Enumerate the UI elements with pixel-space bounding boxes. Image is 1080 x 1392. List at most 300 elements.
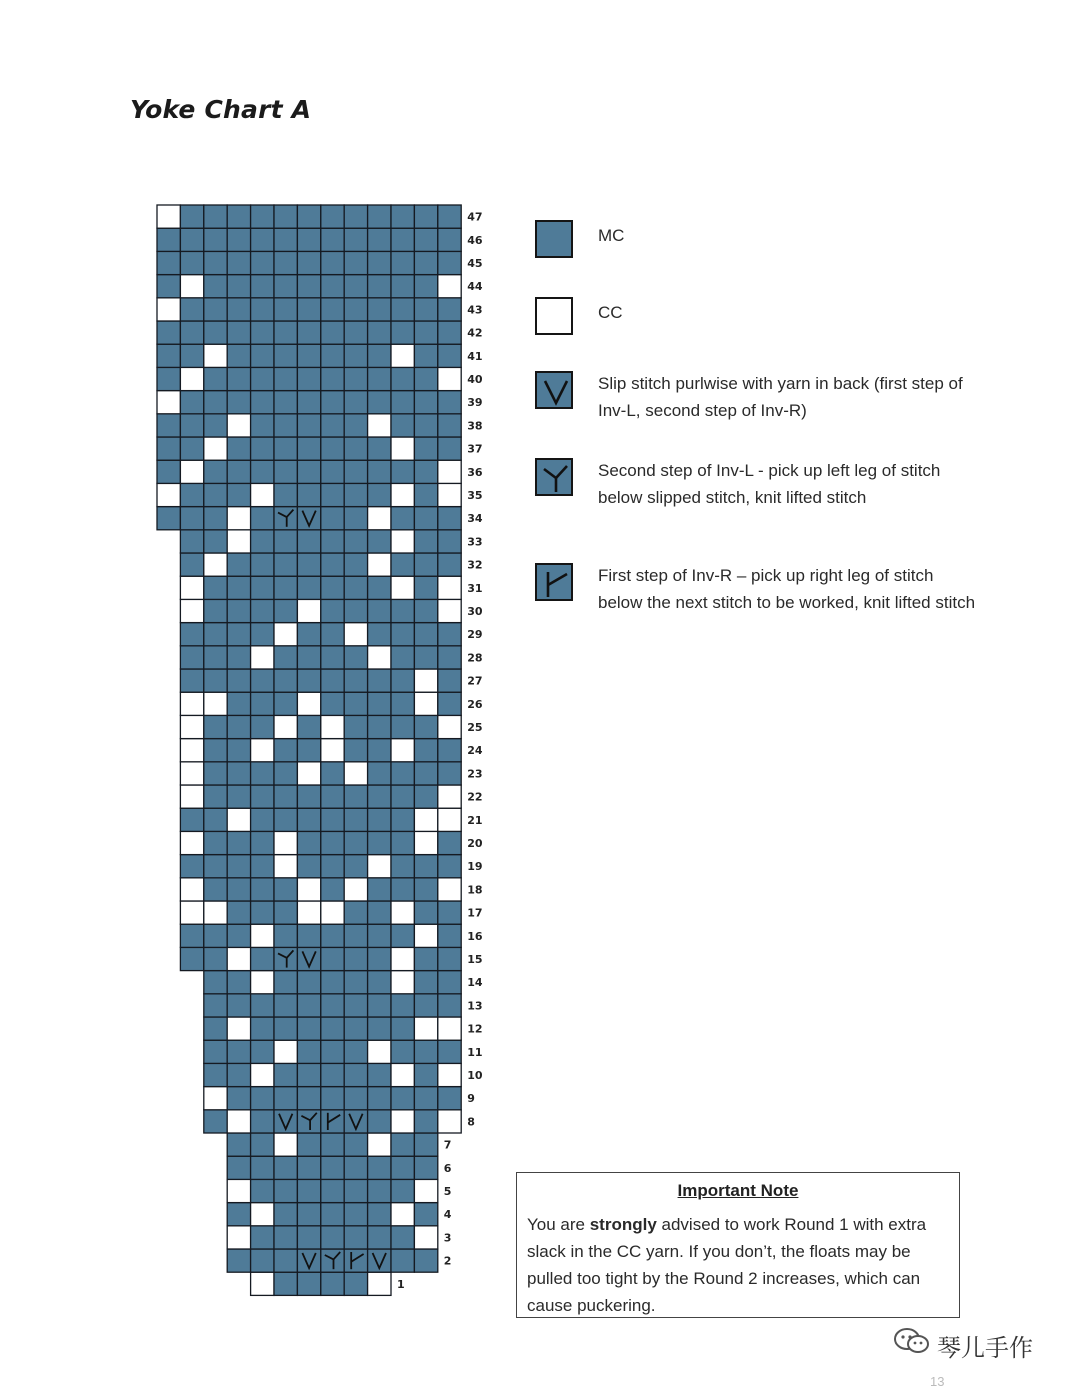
mc-cell [297,808,320,831]
important-note-box [516,1172,960,1318]
mc-cell [274,298,297,321]
inv-r-icon [535,563,573,601]
cc-cell [368,553,391,576]
mc-cell [414,251,437,274]
mc-cell [251,715,274,738]
cc-cell [438,785,461,808]
round-number-label: 43 [467,303,483,317]
mc-cell [204,739,227,762]
mc-cell [368,321,391,344]
mc-cell [368,530,391,553]
cc-cell [251,1063,274,1086]
mc-cell [274,971,297,994]
round-number-label: 36 [467,465,483,479]
mc-cell [344,414,367,437]
cc-cell [438,576,461,599]
mc-cell [438,391,461,414]
cc-cell [251,1203,274,1226]
mc-cell [297,715,320,738]
cc-cell [227,947,250,970]
mc-cell [251,1156,274,1179]
mc-cell [414,1040,437,1063]
cc-cell [368,414,391,437]
mc-cell [297,321,320,344]
mc-cell [344,530,367,553]
mc-cell [368,367,391,390]
mc-cell [321,1272,344,1295]
mc-cell [438,414,461,437]
mc-cell [204,831,227,854]
mc-cell [368,739,391,762]
cc-cell [391,971,414,994]
round-number-label: 5 [443,1185,452,1198]
mc-cell [157,367,180,390]
cc-cell [180,460,203,483]
mc-cell [251,1087,274,1110]
mc-cell [204,483,227,506]
mc-cell [321,762,344,785]
cc-cell [180,831,203,854]
mc-cell [274,762,297,785]
round-number-label: 11 [467,1045,483,1059]
mc-cell [227,1040,250,1063]
mc-cell [274,785,297,808]
cc-cell [391,530,414,553]
mc-cell [180,228,203,251]
mc-cell [438,1040,461,1063]
mc-cell [391,692,414,715]
mc-cell [391,414,414,437]
mc-cell [344,1040,367,1063]
cc-cell [391,1110,414,1133]
mc-cell [297,1040,320,1063]
mc-cell [227,321,250,344]
mc-cell [180,808,203,831]
mc-cell [297,646,320,669]
mc-cell [204,646,227,669]
mc-cell [251,1110,274,1133]
mc-cell [321,1179,344,1202]
cc-cell [251,646,274,669]
mc-cell [344,808,367,831]
mc-cell [297,1272,320,1295]
mc-cell [321,553,344,576]
mc-cell [344,1226,367,1249]
mc-cell [180,437,203,460]
mc-cell [321,1156,344,1179]
cc-cell [391,1203,414,1226]
mc-cell [368,901,391,924]
mc-cell [368,1063,391,1086]
mc-cell [321,808,344,831]
mc-cell [297,855,320,878]
mc-cell [251,553,274,576]
mc-cell [251,785,274,808]
mc-cell [251,344,274,367]
cc-cell [414,1017,437,1040]
mc-cell [368,298,391,321]
mc-cell [297,739,320,762]
round-number-label: 12 [467,1022,483,1036]
mc-cell [251,599,274,622]
cc-cell [368,1133,391,1156]
mc-cell [180,483,203,506]
mc-cell [368,1110,391,1133]
cc-cell [180,275,203,298]
mc-cell [438,971,461,994]
mc-cell [344,994,367,1017]
cc-cell [438,1110,461,1133]
mc-cell [438,994,461,1017]
round-number-label: 28 [467,651,483,665]
mc-cell [414,1133,437,1156]
mc-cell [204,530,227,553]
mc-cell [274,321,297,344]
legend-label-slip: Slip stitch purlwise with yarn in back (first step of Inv-L, second step of Inv-R) [598,374,963,420]
mc-cell [438,321,461,344]
cc-cell [321,715,344,738]
mc-cell [204,878,227,901]
cc-cell [391,947,414,970]
mc-cell [274,460,297,483]
mc-cell [251,692,274,715]
mc-cell [321,623,344,646]
mc-cell [414,437,437,460]
mc-cell [204,576,227,599]
mc-cell [438,205,461,228]
mc-cell [274,483,297,506]
mc-cell [204,391,227,414]
note-body-start: You are [527,1215,590,1234]
mc-cell [391,1017,414,1040]
cc-cell [438,878,461,901]
mc-cell [297,1017,320,1040]
mc-cell [297,1087,320,1110]
page-title: Yoke Chart A [130,95,312,124]
mc-cell [368,1087,391,1110]
mc-cell [274,530,297,553]
cc-cell [297,599,320,622]
mc-cell [414,1087,437,1110]
mc-cell [274,228,297,251]
mc-cell [414,275,437,298]
mc-cell [274,205,297,228]
mc-cell [438,344,461,367]
mc-cell [344,321,367,344]
mc-cell [251,831,274,854]
mc-cell [391,831,414,854]
mc-cell [391,298,414,321]
mc-cell [368,599,391,622]
round-number-label: 4 [443,1208,452,1222]
mc-cell [414,1063,437,1086]
mc-cell [274,275,297,298]
mc-cell [297,576,320,599]
cc-cell [204,901,227,924]
mc-cell [251,994,274,1017]
mc-cell [251,275,274,298]
mc-cell [368,924,391,947]
mc-cell [414,1110,437,1133]
mc-cell [227,901,250,924]
cc-cell [180,901,203,924]
mc-cell [391,251,414,274]
mc-cell [204,205,227,228]
mc-cell [321,1087,344,1110]
round-number-label: 21 [467,813,483,827]
mc-cell [227,785,250,808]
mc-cell [204,275,227,298]
mc-cell [251,507,274,530]
mc-cell [391,205,414,228]
cc-cell [368,855,391,878]
mc-cell [391,1226,414,1249]
mc-cell [204,1063,227,1086]
page-number: 13 [930,1374,945,1389]
mc-cell [274,1272,297,1295]
mc-cell [204,367,227,390]
mc-cell [391,1179,414,1202]
mc-cell [344,1063,367,1086]
mc-cell [297,1179,320,1202]
mc-cell [227,599,250,622]
cc-cell [180,692,203,715]
cc-swatch [535,297,573,335]
cc-cell [157,205,180,228]
mc-cell [157,414,180,437]
mc-cell [321,507,344,530]
mc-cell [321,414,344,437]
cc-cell [414,831,437,854]
mc-cell [180,947,203,970]
mc-cell [274,1156,297,1179]
cc-cell [438,275,461,298]
mc-cell [204,947,227,970]
round-number-label: 30 [467,605,483,618]
cc-cell [251,483,274,506]
mc-cell [251,251,274,274]
cc-cell [274,623,297,646]
mc-cell [344,553,367,576]
mc-cell [297,831,320,854]
mc-cell [274,1203,297,1226]
mc-cell [251,414,274,437]
mc-cell [344,483,367,506]
mc-cell [251,855,274,878]
mc-cell [438,692,461,715]
note-body-end: advised to work Round 1 with extra slack in the CC yarn. If you don’t, the floats may be pulled too tight by the Round 2 increases, which can cause puckering. [527,1215,927,1315]
mc-cell [321,367,344,390]
mc-cell [391,855,414,878]
mc-cell [368,391,391,414]
mc-cell [297,460,320,483]
mc-cell [321,1203,344,1226]
mc-cell [391,715,414,738]
mc-cell [368,762,391,785]
mc-cell [274,414,297,437]
mc-cell [321,855,344,878]
round-number-label: 29 [467,628,483,642]
mc-cell [344,205,367,228]
mc-cell [368,692,391,715]
mc-cell [368,251,391,274]
mc-cell [180,507,203,530]
mc-cell [391,367,414,390]
mc-cell [321,692,344,715]
mc-cell [344,437,367,460]
mc-cell [414,367,437,390]
mc-cell [157,228,180,251]
mc-cell [180,321,203,344]
mc-cell [438,228,461,251]
mc-cell [321,344,344,367]
mc-cell [274,367,297,390]
mc-cell [204,623,227,646]
mc-cell [391,1249,414,1272]
mc-cell [344,646,367,669]
cc-cell [227,507,250,530]
mc-cell [344,1272,367,1295]
mc-cell [414,553,437,576]
mc-cell [368,1179,391,1202]
mc-cell [227,715,250,738]
cc-cell [438,715,461,738]
cc-cell [180,599,203,622]
mc-cell [204,599,227,622]
mc-cell [227,1087,250,1110]
mc-cell [344,924,367,947]
mc-cell [438,437,461,460]
round-number-label: 45 [467,257,483,270]
mc-cell [227,971,250,994]
mc-cell [321,785,344,808]
mc-cell [414,483,437,506]
cc-cell [438,1063,461,1086]
mc-cell [227,437,250,460]
mc-cell [227,878,250,901]
round-number-label: 47 [467,210,483,224]
cc-cell [251,924,274,947]
mc-cell [344,715,367,738]
mc-cell [227,1249,250,1272]
inv-l-icon [535,458,573,496]
cc-cell [157,483,180,506]
mc-cell [227,924,250,947]
mc-cell [297,1156,320,1179]
mc-cell [414,321,437,344]
cc-cell [251,739,274,762]
cc-cell [227,808,250,831]
mc-cell [274,437,297,460]
mc-cell [391,623,414,646]
round-number-label: 3 [443,1231,452,1245]
mc-cell [274,669,297,692]
mc-cell [414,901,437,924]
mc-cell [297,437,320,460]
cc-cell [297,692,320,715]
mc-cell [321,924,344,947]
legend-label-inv-l: Second step of Inv-L - pick up left leg of stitch below slipped stitch, knit lifted stitch [598,461,941,507]
mc-cell [414,785,437,808]
mc-cell [227,205,250,228]
note-title: Important Note [677,1181,799,1200]
mc-cell [438,739,461,762]
mc-cell [438,251,461,274]
mc-cell [344,367,367,390]
mc-swatch [535,220,573,258]
mc-cell [180,414,203,437]
mc-cell [344,275,367,298]
mc-cell [368,994,391,1017]
mc-cell [344,251,367,274]
round-number-label: 22 [467,790,483,804]
watermark-text: 琴儿手作 [937,1334,1033,1362]
mc-cell [227,576,250,599]
cc-cell [180,739,203,762]
mc-cell [251,947,274,970]
round-number-label: 8 [467,1115,475,1129]
round-number-label: 2 [443,1254,452,1268]
cc-cell [274,855,297,878]
mc-cell [414,414,437,437]
mc-cell [227,994,250,1017]
mc-cell [438,298,461,321]
mc-cell [391,275,414,298]
mc-cell [368,344,391,367]
mc-cell [204,785,227,808]
mc-cell [391,785,414,808]
mc-cell [274,924,297,947]
cc-cell [180,715,203,738]
mc-cell [391,924,414,947]
round-number-label: 25 [467,721,483,734]
slip-stitch-icon [535,371,573,409]
cc-cell [180,576,203,599]
mc-cell [321,1226,344,1249]
round-number-label: 20 [467,837,483,850]
mc-cell [344,576,367,599]
mc-cell [227,1156,250,1179]
cc-cell [391,437,414,460]
cc-cell [414,1226,437,1249]
mc-cell [204,971,227,994]
mc-cell [368,785,391,808]
mc-cell [368,831,391,854]
mc-cell [391,808,414,831]
mc-cell [391,1156,414,1179]
cc-cell [438,367,461,390]
mc-cell [251,623,274,646]
round-number-label: 33 [467,535,483,549]
wechat-logo-icon [893,1326,931,1356]
mc-cell [414,530,437,553]
mc-cell [204,507,227,530]
mc-cell [274,692,297,715]
mc-cell [251,1226,274,1249]
round-number-label: 23 [467,767,483,781]
mc-cell [344,947,367,970]
mc-cell [344,1203,367,1226]
mc-cell [227,483,250,506]
round-number-label: 14 [467,976,483,990]
mc-cell [204,994,227,1017]
round-number-label: 18 [467,883,483,897]
mc-cell [368,483,391,506]
mc-cell [391,228,414,251]
mc-cell [344,460,367,483]
note-body [527,1211,953,1319]
mc-cell [227,669,250,692]
